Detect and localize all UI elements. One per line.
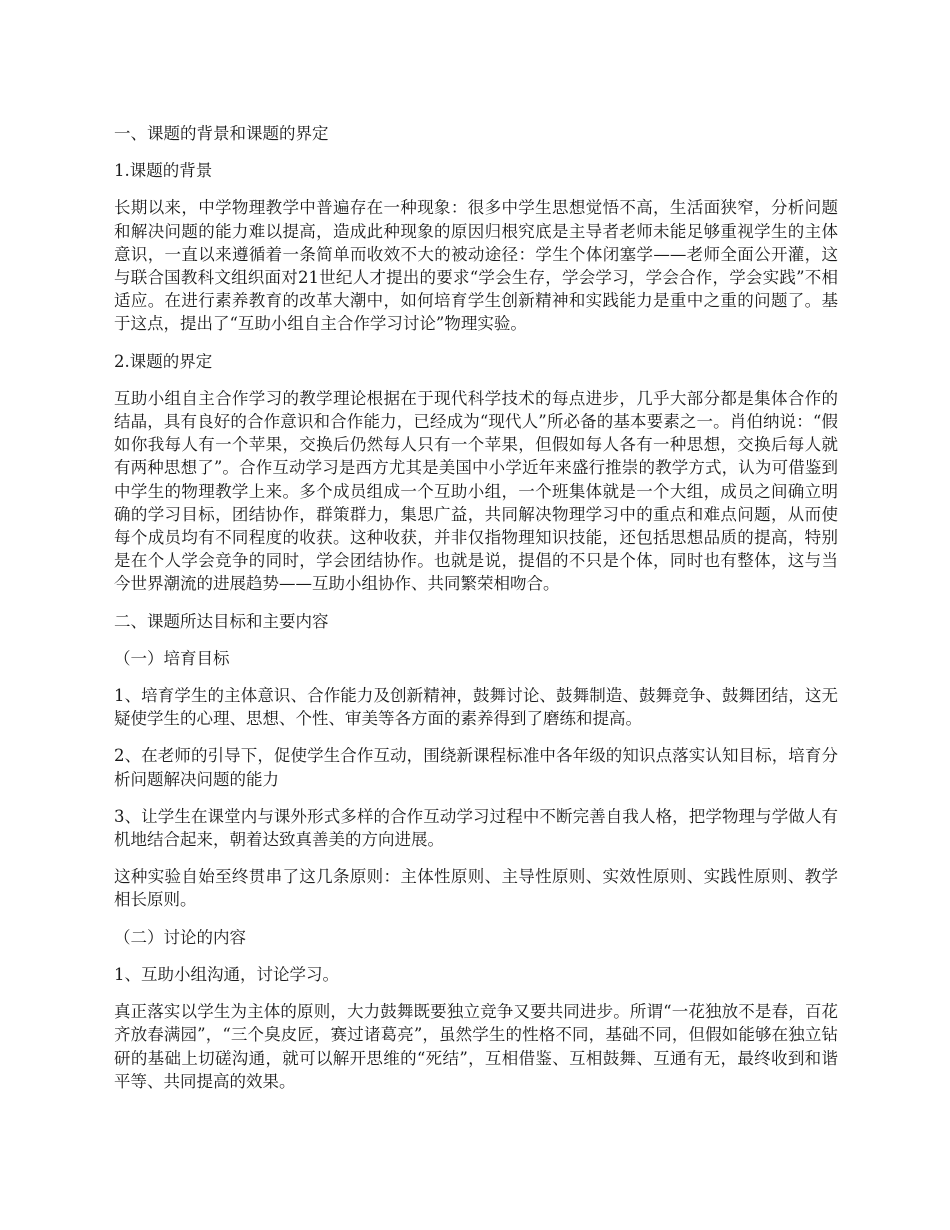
paragraph-background: 长期以来，中学物理教学中普遍存在一种现象：很多中学生思想觉悟不高，生活面狭窄，分析问题和解决问题的能力难以提高，造成此种现象的原因归根究底是主导者老师未能足够重视学生的主体意识，一直以来遵循着一条简单而收效不大的被动途径：学生个体闭塞学——老师全面公开灌，这与联合国教科文组织面对21世纪人才提出的要求“学会生存，学会学习，学会合作，学会实践”不相适应。在进行素养教育的改革大潮中，如何培育学生创新精神和实践能力是重中之重的问题了。基于这点，提出了“互助小组自主合作学习讨论”物理实验。 [114, 198, 838, 334]
goal-item-2: 2、在老师的引导下，促使学生合作互动，围绕新课程标准中各年级的知识点落实认知目标，培育分析问题解决问题的能力 [114, 746, 838, 789]
section-heading-background: 一、课题的背景和课题的界定 [114, 124, 329, 143]
paragraph-principles: 这种实验自始至终贯串了这几条原则：主体性原则、主导性原则、实效性原则、实践性原则、教学相长原则。 [114, 867, 838, 910]
subheading-cultivation-goals: （一）培育目标 [114, 648, 230, 668]
document-body [114, 122, 838, 1107]
subsection-heading-definition: 2.课题的界定 [114, 351, 213, 371]
paragraph-final: 真正落实以学生为主体的原则，大力鼓舞既要独立竞争又要共同进步。所谓“一花独放不是春，百花齐放春满园”，“三个臭皮匠，赛过诸葛亮”，虽然学生的性格不同，基础不同，但假如能够在独立钻研的基础上切磋沟通，就可以解开思维的“死结”，互相借鉴、互相鼓舞、互通有无，最终收到和谐平等、共同提高的效果。 [114, 1002, 838, 1091]
content-item-1: 1、互助小组沟通，讨论学习。 [114, 964, 339, 984]
paragraph-definition: 互助小组自主合作学习的教学理论根据在于现代科学技术的每点进步，几乎大部分都是集体合作的结晶，具有良好的合作意识和合作能力，已经成为“现代人”所必备的基本要素之一。肖伯纳说：“假如你我每人有一个苹果，交换后仍然每人只有一个苹果，但假如每人各有一种思想，交换后每人就有两种思想了”。合作互动学习是西方尤其是美国中小学近年来盛行推崇的教学方式，认为可借鉴到中学生的物理教学上来。多个成员组成一个互助小组，一个班集体就是一个大组，成员之间确立明确的学习目标，团结协作，群策群力，集思广益，共同解决物理学习中的重点和难点问题，从而使每个成员均有不同程度的收获。这种收获，并非仅指物理知识技能，还包括思想品质的提高，特别是在个人学会竞争的同时，学会团结协作。也就是说，提倡的不只是个体，同时也有整体，这与当今世界潮流的进展趋势——互助小组协作、共同繁荣相吻合。 [114, 388, 838, 594]
goal-item-1: 1、培育学生的主体意识、合作能力及创新精神，鼓舞讨论、鼓舞制造、鼓舞竞争、鼓舞团结，这无疑使学生的心理、思想、个性、审美等各方面的素养得到了磨练和提高。 [114, 686, 838, 729]
section-heading-goals-content: 二、课题所达目标和主要内容 [114, 611, 329, 631]
goal-item-3: 3、让学生在课堂内与课外形式多样的合作互动学习过程中不断完善自我人格，把学物理与学做人有机地结合起来，朝着达致真善美的方向进展。 [114, 806, 838, 850]
subsection-heading-background: 1.课题的背景 [114, 161, 213, 181]
subheading-research-content: （二）讨论的内容 [114, 927, 246, 947]
